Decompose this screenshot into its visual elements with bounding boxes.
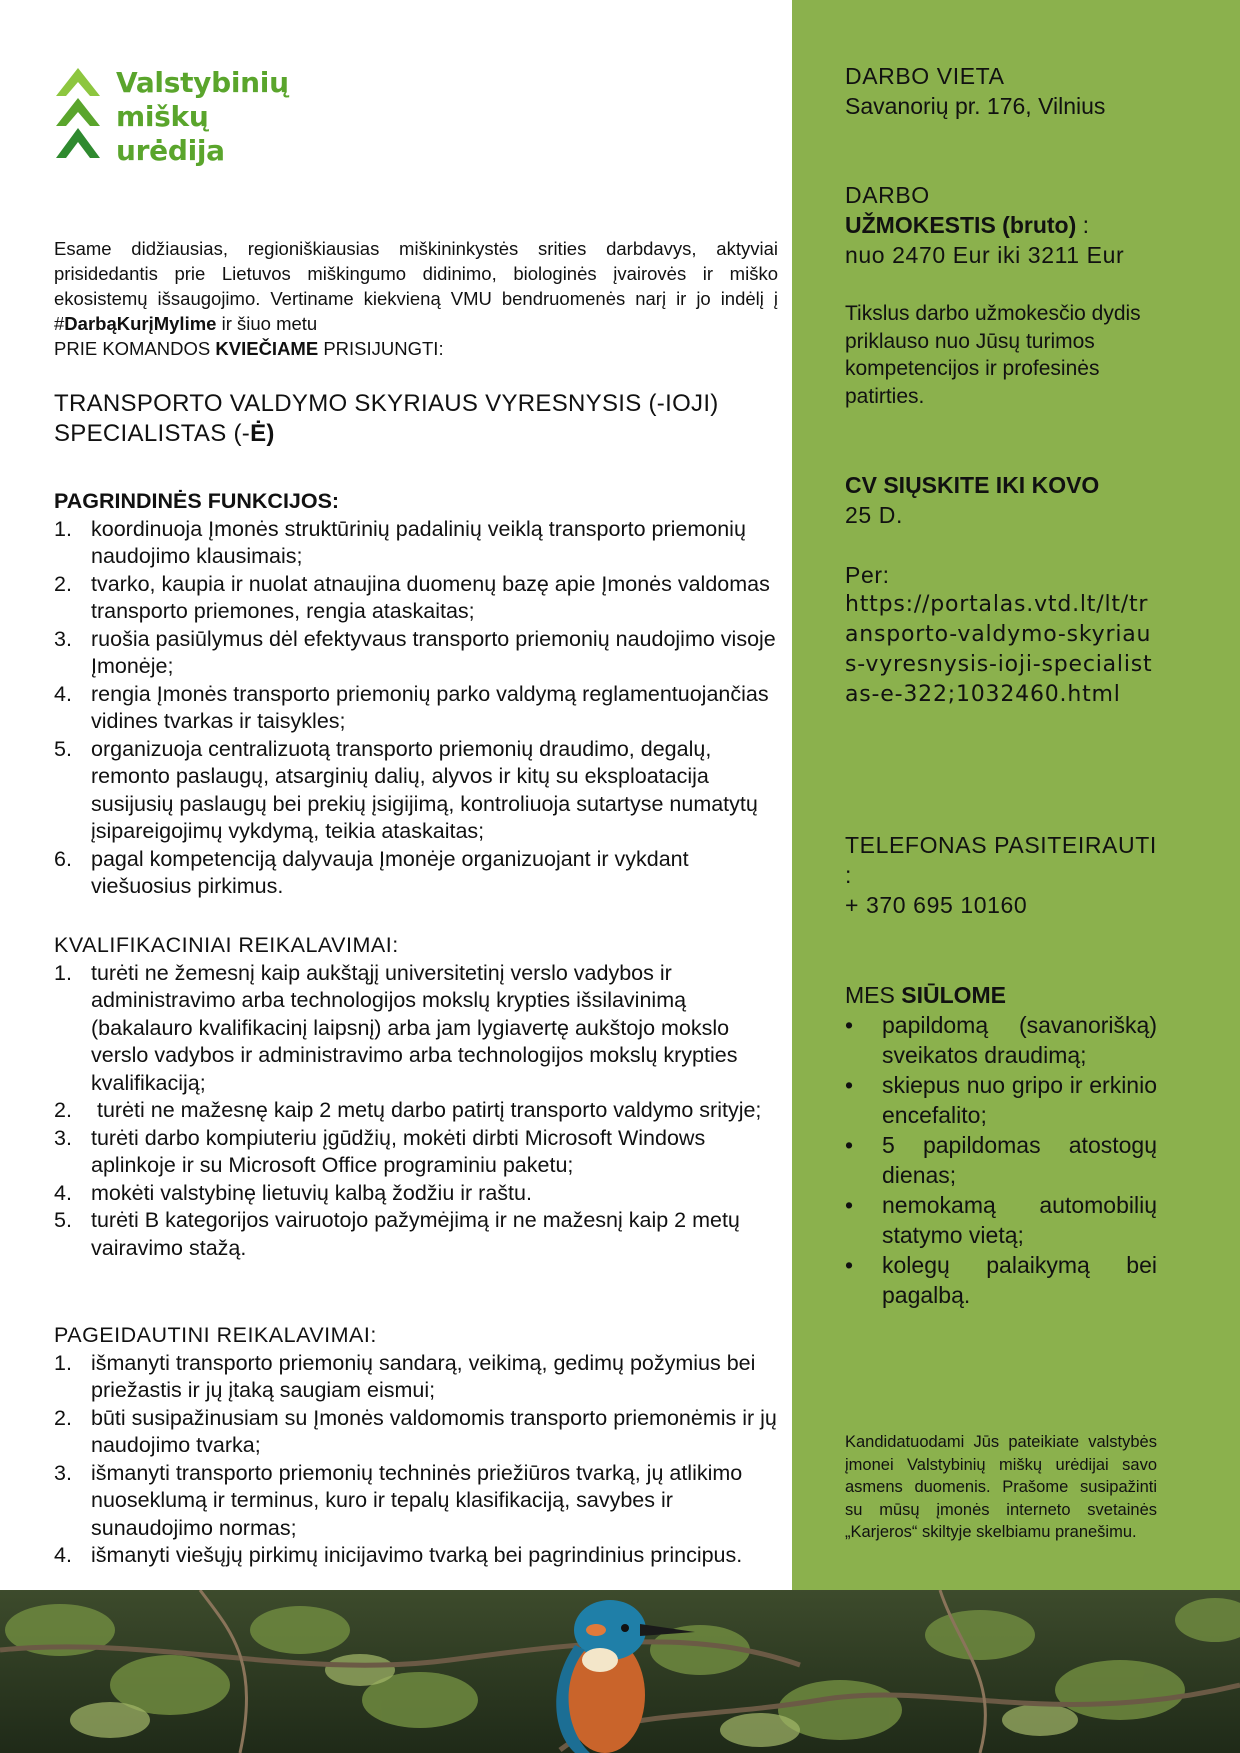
salary-label-line bbox=[845, 210, 1157, 240]
offers-heading-bold: SIŪLOME bbox=[901, 982, 1007, 1008]
logo-line: Valstybinių bbox=[116, 66, 289, 99]
logo-wordmark bbox=[116, 66, 289, 168]
preferred-heading: PAGEIDAUTINI REIKALAVIMAI: bbox=[54, 1323, 377, 1347]
cv-deadline-bold: CV SIŲSKITE IKI KOVO bbox=[845, 472, 1100, 498]
salary-note bbox=[845, 300, 1157, 410]
tree-icon bbox=[54, 66, 102, 164]
privacy-note: Kandidatuodami Jūs pateikiate valstybės įmonei Valstybinių miškų urėdijai savo asmens duomenis. Prašome susipažinti su mūsų įmonės interneto svetainės „Karjeros“ skiltyje skelbiamu pranešimu. bbox=[845, 1433, 1157, 1541]
apply-block bbox=[845, 560, 1157, 710]
logo-line: urėdija bbox=[116, 134, 225, 167]
workplace-label: DARBO VIETA bbox=[845, 63, 1005, 89]
invite-end: PRISIJUNGTI: bbox=[318, 338, 444, 359]
salary-label: DARBO bbox=[845, 182, 930, 208]
salary-value: nuo 2470 Eur iki 3211 Eur bbox=[845, 242, 1125, 268]
salary-label-colon: : bbox=[1076, 212, 1090, 238]
functions-section bbox=[54, 488, 784, 901]
hashtag: DarbąKurįMylime bbox=[64, 313, 217, 334]
phone-value[interactable]: + 370 695 10160 bbox=[845, 892, 1028, 918]
list-item: • nemokamą automobilių statymo vietą; bbox=[845, 1192, 1157, 1248]
qualifications-section bbox=[54, 932, 784, 1262]
intro-text bbox=[54, 236, 778, 336]
list-item: 3. išmanyti transporto priemonių techninės priežiūros tvarką, jų atlikimo nuoseklumą ir terminus, kuro ir tepalų klasifikaciją, savybes ir sunaudojimo normas; bbox=[54, 1460, 743, 1540]
invite-bold: KVIEČIAME bbox=[215, 338, 319, 359]
company-logo bbox=[54, 66, 289, 168]
list-item: • papildomą (savanorišką) sveikatos draudimą; bbox=[845, 1012, 1157, 1068]
workplace-block bbox=[845, 61, 1157, 121]
invite-line bbox=[54, 336, 778, 361]
functions-heading: PAGRINDINĖS FUNKCIJOS: bbox=[54, 489, 340, 513]
list-item: 4. išmanyti viešųjų pirkimų inicijavimo tvarką bei pagrindinius principus. bbox=[54, 1543, 743, 1567]
list-item: • 5 papildomas atostogų dienas; bbox=[845, 1132, 1157, 1188]
phone-label: TELEFONAS PASITEIRAUTI : bbox=[845, 832, 1157, 888]
job-title-main: TRANSPORTO VALDYMO SKYRIAUS VYRESNYSIS (-IOJI) SPECIALISTAS (- bbox=[54, 390, 719, 447]
list-item: 6. pagal kompetenciją dalyvauja Įmonėje organizuojant ir vykdant viešuosius pirkimus. bbox=[54, 846, 689, 898]
list-item: 5. organizuoja centralizuotą transporto priemonių draudimo, degalų, remonto paslaugų, atsarginių dalių, alyvos ir kitų su eksploatacija susijusių paslaugų bei prekių įsigijimą, kontroliuoja sutartyse numatytų įsipareigojimų vykdymą, teikia ataskaitas; bbox=[54, 736, 758, 843]
job-title bbox=[54, 389, 784, 449]
nature-image bbox=[0, 1590, 1240, 1753]
list-item: 4. mokėti valstybinę lietuvių kalbą žodžiu ir raštu. bbox=[54, 1180, 532, 1205]
intro-text-start: Esame didžiausias, regioniškiausias miškininkystės srities darbdavys, aktyviai prisidedantis prie Lietuvos miškingumo didinimo, biologinės įvairovės ir miško ekosistemų išsaugojimo. Vertiname kiekvieną VMU bendruomenės narį ir jo indėlį į # bbox=[54, 238, 778, 334]
job-title-end: Ė) bbox=[250, 420, 275, 447]
offers-heading bbox=[845, 980, 1157, 1010]
cv-deadline-rest: 25 D. bbox=[845, 502, 903, 528]
list-item: 4. rengia Įmonės transporto priemonių parko valdymą reglamentuojančias vidines tvarkas ir taisykles; bbox=[54, 681, 769, 733]
salary-block bbox=[845, 180, 1157, 270]
intro-paragraph bbox=[54, 236, 778, 361]
list-item: 3. turėti darbo kompiuteriu įgūdžių, mokėti dirbti Microsoft Windows aplinkoje ir su Microsoft Office programiniu paketu; bbox=[54, 1125, 706, 1177]
logo-line: miškų bbox=[116, 100, 209, 133]
list-item: 2. turėti ne mažesnę kaip 2 metų darbo patirtį transporto valdymo srityje; bbox=[54, 1098, 762, 1122]
workplace-value: Savanorių pr. 176, Vilnius bbox=[845, 93, 1106, 119]
via-label: Per: bbox=[845, 562, 890, 588]
preferred-list bbox=[54, 1350, 784, 1570]
list-item: 3. ruošia pasiūlymus dėl efektyvaus transporto priemonių naudojimo visoje Įmonėje; bbox=[54, 626, 776, 678]
salary-label-bold: UŽMOKESTIS (bruto) bbox=[845, 212, 1077, 238]
functions-list bbox=[54, 516, 784, 901]
list-item: • kolegų palaikymą bei pagalbą. bbox=[845, 1252, 1157, 1308]
preferred-section bbox=[54, 1322, 784, 1570]
list-item: 1. koordinuoja Įmonės struktūrinių padalinių veiklą transporto priemonių naudojimo klausimais; bbox=[54, 516, 746, 568]
phone-block bbox=[845, 830, 1157, 920]
offers-heading-label: MES bbox=[845, 982, 902, 1008]
salary-note-text: Tikslus darbo užmokesčio dydis priklauso nuo Jūsų turimos kompetencijos ir profesinės patirties. bbox=[845, 302, 1141, 408]
qualifications-heading: KVALIFIKACINIAI REIKALAVIMAI: bbox=[54, 933, 399, 957]
list-item: 2. tvarko, kaupia ir nuolat atnaujina duomenų bazę apie Įmonės valdomas transporto priemones, rengia ataskaitas; bbox=[54, 571, 770, 623]
offers-block bbox=[845, 980, 1157, 1310]
kingfisher-photo bbox=[0, 1590, 1240, 1753]
list-item: • skiepus nuo gripo ir erkinio encefalito; bbox=[845, 1072, 1157, 1128]
list-item: 2. būti susipažinusiam su Įmonės valdomomis transporto priemonėmis ir jų naudojimo tvarka; bbox=[54, 1405, 777, 1457]
invite-start: PRIE KOMANDOS bbox=[54, 338, 216, 359]
list-item: 5. turėti B kategorijos vairuotojo pažymėjimą ir ne mažesnį kaip 2 metų vairavimo stažą. bbox=[54, 1208, 740, 1260]
list-item: 1. turėti ne žemesnį kaip aukštąjį universitetinį verslo vadybos ir administravimo arba technologijos mokslų krypties išsilavinimą (bakalauro kvalifikacinį laipsnį) arba jam lygiavertę aukštojo mokslo verslo vadybos ir administravimo arba technologijos mokslų krypties kvalifikaciją; bbox=[54, 960, 738, 1095]
intro-text-end: ir šiuo metu bbox=[216, 313, 318, 334]
cv-deadline-block bbox=[845, 470, 1157, 530]
qualifications-list bbox=[54, 960, 784, 1263]
offers-list bbox=[845, 1010, 1157, 1310]
list-item: 1. išmanyti transporto priemonių sandarą, veikimą, gedimų požymius bei priežastis ir jų įtaką saugiam eismui; bbox=[54, 1350, 756, 1402]
apply-link[interactable]: https://portalas.vtd.lt/lt/transporto-valdymo-skyriaus-vyresnysis-ioji-specialistas-e-322;1032460.html bbox=[845, 592, 1153, 707]
